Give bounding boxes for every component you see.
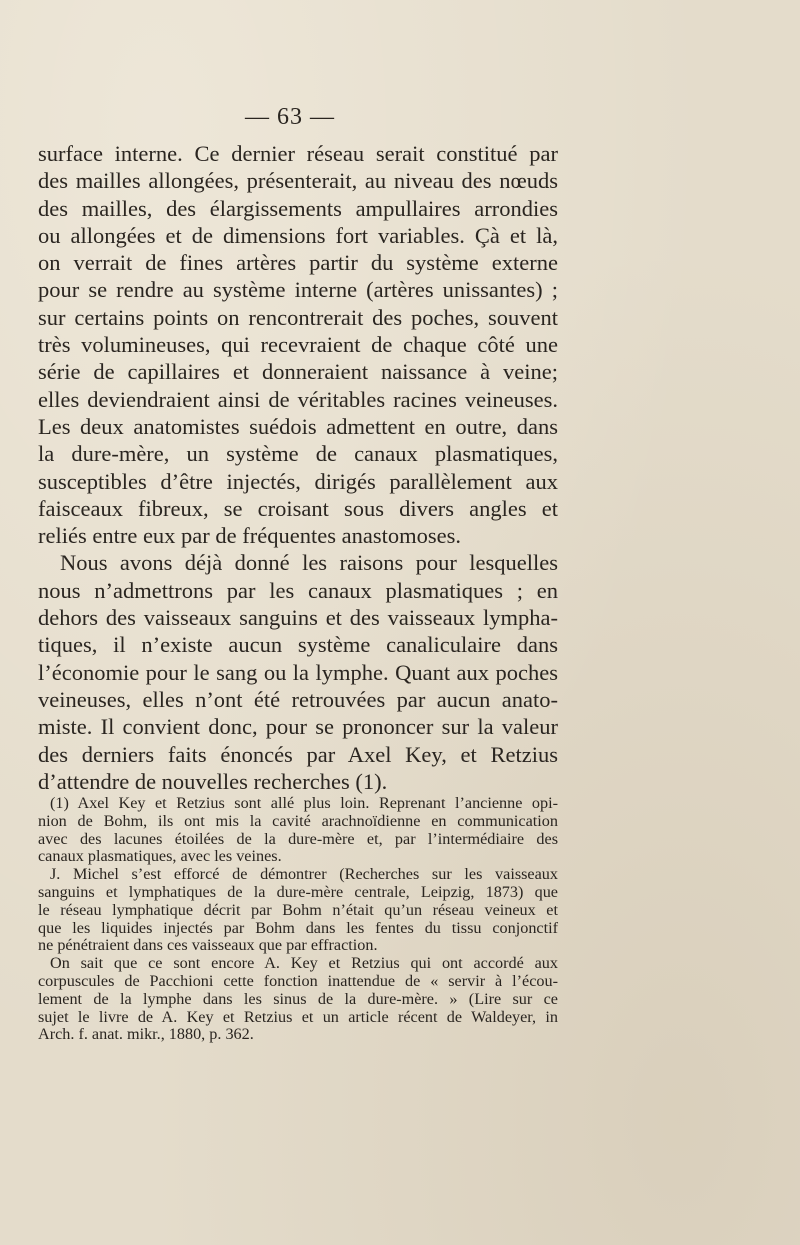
text-line: des derniers faits énoncés par Axel Key, et Retzius — [38, 741, 558, 767]
text-line: très volumineuses, qui recevraient de chaque côté une — [38, 332, 558, 358]
text-line: faisceaux fibreux, se croisant sous divers angles et — [38, 495, 558, 521]
footnote-line: le réseau lymphatique décrit par Bohm n’était qu’un réseau veineux et — [38, 900, 558, 919]
footnote-line: canaux plasmatiques, avec les veines. — [38, 847, 282, 866]
text-line: Les deux anatomistes suédois admettent en outre, dans — [38, 413, 558, 439]
footnote-line: corpuscules de Pacchioni cette fonction inattendue de « servir à l’écou- — [38, 971, 558, 990]
text-line: susceptibles d’être injectés, dirigés parallèlement aux — [38, 468, 558, 494]
text-line: elles deviendraient ainsi de véritables racines veineuses. — [38, 386, 558, 412]
footnote-line: lement de la lymphe dans les sinus de la dure-mère. » (Lire sur ce — [38, 989, 558, 1008]
footnote-line: avec des lacunes étoilées de la dure-mère et, par l’intermédiaire des — [38, 829, 558, 848]
text-line: des mailles, des élargissements ampullaires arrondies — [38, 195, 558, 221]
text-line: reliés entre eux par de fréquentes anastomoses. — [38, 523, 461, 549]
footnote-line: (1) Axel Key et Retzius sont allé plus loin. Reprenant l’ancienne opi- — [50, 794, 558, 812]
text-line: série de capillaires et donneraient naissance à veine; — [38, 359, 558, 385]
footnote-line: J. Michel s’est efforcé de démontrer (Recherches sur les vaisseaux — [50, 865, 558, 884]
footnote-line: Arch. f. anat. mikr., 1880, p. 362. — [38, 1025, 254, 1044]
footnote-line: ne pénétraient dans ces vaisseaux que par effraction. — [38, 936, 378, 955]
text-line: ou allongées et de dimensions fort variables. Çà et là, — [38, 222, 558, 248]
text-line: surface interne. Ce dernier réseau serait constitué par — [38, 141, 558, 166]
text-line: la dure-mère, un système de canaux plasmatiques, — [38, 441, 558, 467]
text-line: veineuses, elles n’ont été retrouvées par aucun anato- — [38, 686, 558, 712]
page-number: — 63 — — [245, 104, 335, 130]
footnote-line: que les liquides injectés par Bohm dans les fentes du tissu conjonctif — [38, 918, 558, 937]
text-line: l’économie pour le sang ou la lymphe. Quant aux poches — [38, 659, 558, 685]
footnote-line: sanguins et lymphatiques de la dure-mère centrale, Leipzig, 1873) que — [38, 882, 558, 901]
text-line: pour se rendre au système interne (artères unissantes) ; — [38, 277, 558, 303]
text-line: tiques, il n’existe aucun système canaliculaire dans — [38, 632, 558, 658]
text-line: on verrait de fines artères partir du système externe — [38, 250, 558, 276]
text-line: dehors des vaisseaux sanguins et des vaisseaux lympha- — [38, 605, 558, 631]
text-line: d’attendre de nouvelles recherches (1). — [38, 768, 388, 794]
text-line: Nous avons déjà donné les raisons pour lesquelles — [60, 550, 558, 576]
text-line: miste. Il convient donc, pour se prononcer sur la valeur — [38, 714, 558, 740]
main-text — [38, 140, 558, 795]
text-line: des mailles allongées, présenterait, au niveau des nœuds — [38, 168, 558, 194]
footnote-line: On sait que ce sont encore A. Key et Retzius qui ont accordé aux — [50, 954, 558, 973]
text-line: nous n’admettrons par les canaux plasmatiques ; en — [38, 577, 558, 603]
footnote-line: nion de Bohm, ils ont mis la cavité arachnoïdienne en communication — [38, 811, 558, 830]
footnotes — [38, 795, 558, 1044]
text-line: sur certains points on rencontrerait des poches, souvent — [38, 304, 558, 330]
footnote-line: sujet le livre de A. Key et Retzius et un article récent de Waldeyer, in — [38, 1007, 558, 1026]
